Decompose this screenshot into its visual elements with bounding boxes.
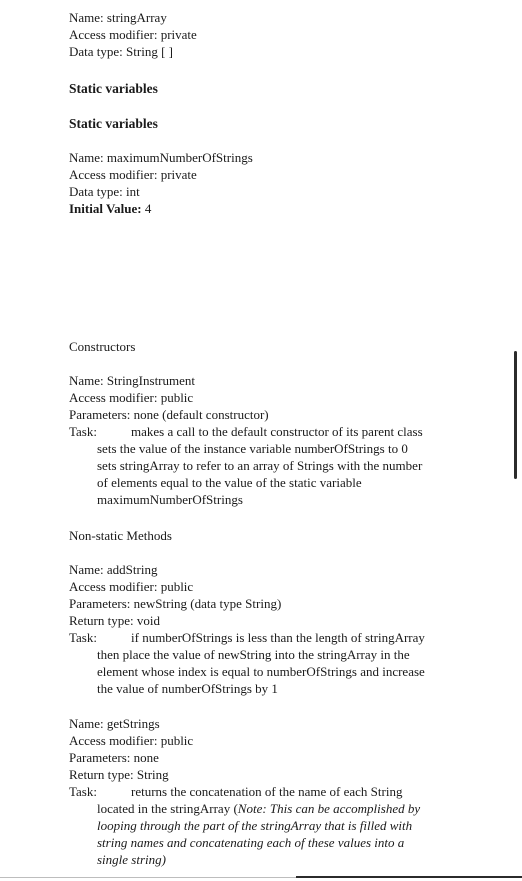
task-label: Task: [69,424,97,439]
method-get-strings-block [69,715,489,868]
heading-non-static-methods: Non-static Methods [69,528,172,543]
static-variable-name: Name: maximumNumberOfStrings [69,150,253,165]
task-line: the value of numberOfStrings by 1 [97,681,278,696]
static-variable-data-type: Data type: int [69,184,140,199]
static-variable-block [69,149,489,217]
bottom-divider [0,877,296,878]
initial-value: 4 [141,201,152,216]
task-line: maximumNumberOfStrings [97,492,243,507]
instance-variable-block [69,9,489,60]
heading-static-variables-repeat: Static variables [69,116,158,131]
task-line: then place the value of newString into the stringArray in the [97,647,410,662]
static-variable-initial-value [69,200,489,217]
task-line: if numberOfStrings is less than the length of stringArray [131,630,425,645]
task-note-line: looping through the part of the stringArray that is filled with [97,818,413,833]
method-task [69,629,489,646]
task-note-text: Note: This can be accomplished by [237,801,421,816]
method-name: Name: getStrings [69,716,160,731]
task-label: Task: [69,630,97,645]
method-parameters: Parameters: newString (data type String) [69,596,282,611]
task-label: Task: [69,784,97,799]
method-access-modifier: Access modifier: public [69,579,194,594]
task-text: located in the stringArray ( [97,801,238,816]
constructor-name: Name: StringInstrument [69,373,196,388]
method-task [69,783,489,800]
task-note-line: string names and concatenating each of these values into a [97,835,405,850]
method-access-modifier: Access modifier: public [69,733,194,748]
constructor-access-modifier: Access modifier: public [69,390,194,405]
method-return-type: Return type: void [69,613,160,628]
heading-constructors: Constructors [69,339,136,354]
task-line: sets the value of the instance variable numberOfStrings to 0 [97,441,408,456]
vertical-scrollbar[interactable] [514,351,517,479]
method-parameters: Parameters: none [69,750,159,765]
task-line: sets stringArray to refer to an array of Strings with the number [97,458,423,473]
method-return-type: Return type: String [69,767,169,782]
initial-value-label: Initial Value: [69,201,142,216]
variable-data-type: Data type: String [ ] [69,44,173,59]
method-name: Name: addString [69,562,158,577]
bottom-divider-dark [296,876,522,878]
constructor-parameters: Parameters: none (default constructor) [69,407,269,422]
task-line: of elements equal to the value of the static variable [97,475,362,490]
task-line: makes a call to the default constructor of its parent class [131,424,423,439]
method-add-string-block [69,561,489,697]
variable-access-modifier: Access modifier: private [69,27,197,42]
constructor-task [69,423,489,440]
static-variable-access-modifier: Access modifier: private [69,167,197,182]
task-line: element whose index is equal to numberOfStrings and increase [97,664,425,679]
task-line: returns the concatenation of the name of each String [131,784,403,799]
variable-name: Name: stringArray [69,10,167,25]
task-note-line: single string) [97,852,166,867]
constructor-block [69,372,489,508]
task-line [69,800,489,817]
heading-static-variables: Static variables [69,81,158,96]
